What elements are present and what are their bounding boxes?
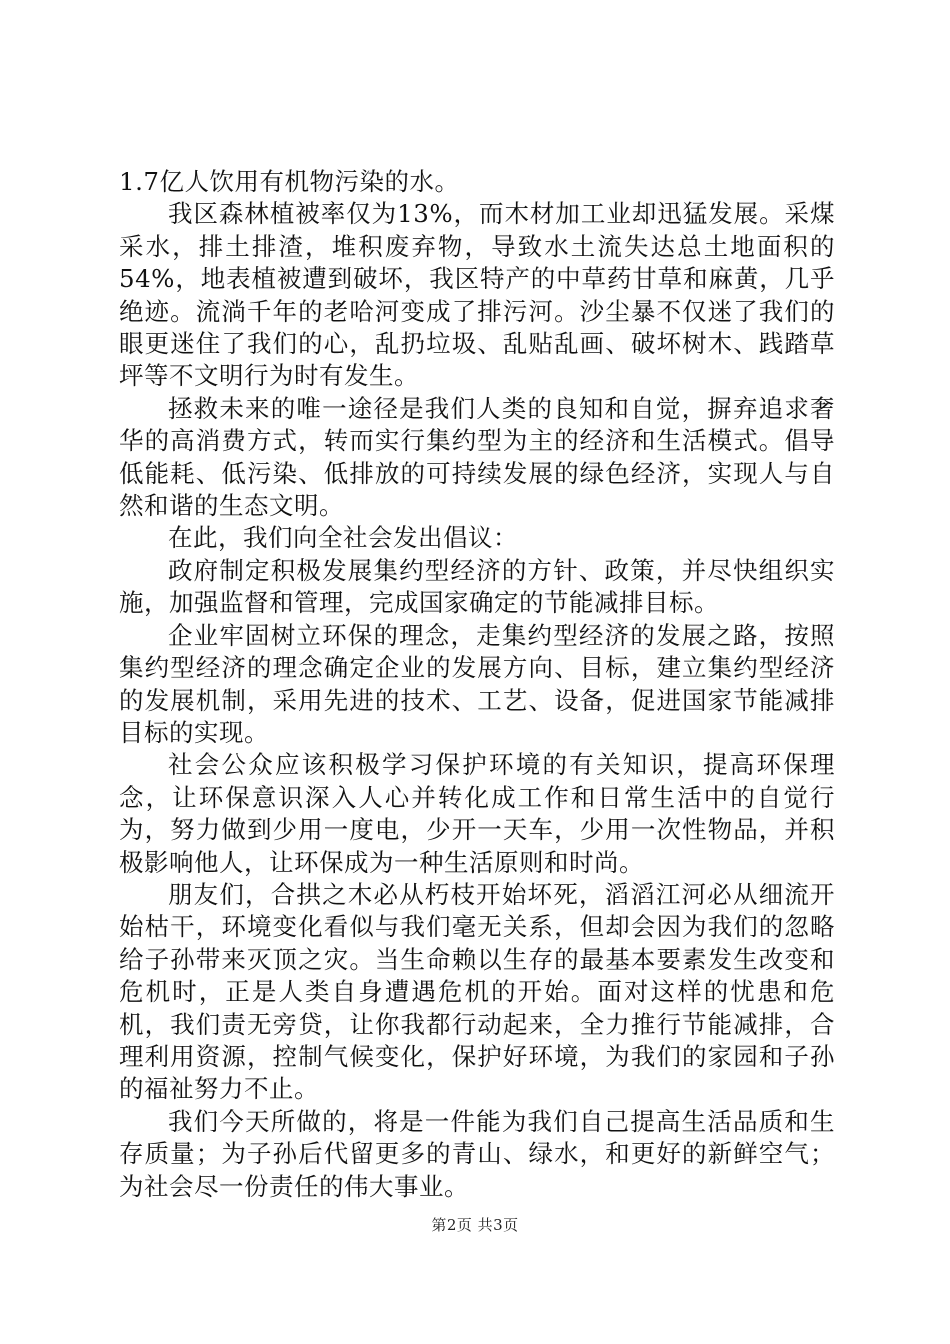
paragraph-5: 政府制定积极发展集约型经济的方针、政策，并尽快组织实施，加强监督和管理，完成国家确定的节能减排目标。: [119, 555, 835, 618]
paragraph-3: 拯救未来的唯一途径是我们人类的良知和自觉，摒弃追求奢华的高消费方式，转而实行集约型为主的经济和生活模式。倡导低能耗、低污染、低排放的可持续发展的绿色经济，实现人与自然和谐的生态文明。: [119, 393, 835, 521]
document-body: [119, 166, 835, 1203]
paragraph-7: 社会公众应该积极学习保护环境的有关知识，提高环保理念，让环保意识深入人心并转化成工作和日常生活中的自觉行为，努力做到少用一度电，少开一天车，少用一次性物品，并积极影响他人，让环保成为一种生活原则和时尚。: [119, 750, 835, 877]
paragraph-4: 在此，我们向全社会发出倡议：: [168, 523, 518, 553]
page-number-footer: 第2页 共3页: [431, 1216, 519, 1234]
paragraph-2: 我区森林植被率仅为13%，而木材加工业却迅猛发展。采煤采水，排土排渣，堆积废弃物，导致水土流失达总土地面积的54%，地表植被遭到破坏，我区特产的中草药甘草和麻黄，几乎绝迹。流淌千年的老哈河变成了排污河。沙尘暴不仅迷了我们的眼更迷住了我们的心，乱扔垃圾、乱贴乱画、破坏树木、践踏草坪等不文明行为时有发生。: [119, 199, 835, 391]
paragraph-9: 我们今天所做的，将是一件能为我们自己提高生活品质和生存质量；为子孙后代留更多的青山、绿水，和更好的新鲜空气；为社会尽一份责任的伟大事业。: [119, 1106, 835, 1201]
paragraph-1: 1.7亿人饮用有机物污染的水。: [119, 167, 460, 196]
paragraph-6: 企业牢固树立环保的理念，走集约型经济的发展之路，按照集约型经济的理念确定企业的发展方向、目标，建立集约型经济的发展机制，采用先进的技术、工艺、设备，促进国家节能减排目标的实现。: [119, 620, 835, 747]
paragraph-8: 朋友们，合拱之木必从朽枝开始坏死，滔滔江河必从细流开始枯干，环境变化看似与我们毫无关系，但却会因为我们的忽略给子孙带来灭顶之灾。当生命赖以生存的最基本要素发生改变和危机时，正是人类自身遭遇危机的开始。面对这样的忧患和危机，我们责无旁贷，让你我都行动起来，全力推行节能减排，合理利用资源，控制气候变化，保护好环境，为我们的家园和子孙的福祉努力不止。: [119, 879, 835, 1104]
